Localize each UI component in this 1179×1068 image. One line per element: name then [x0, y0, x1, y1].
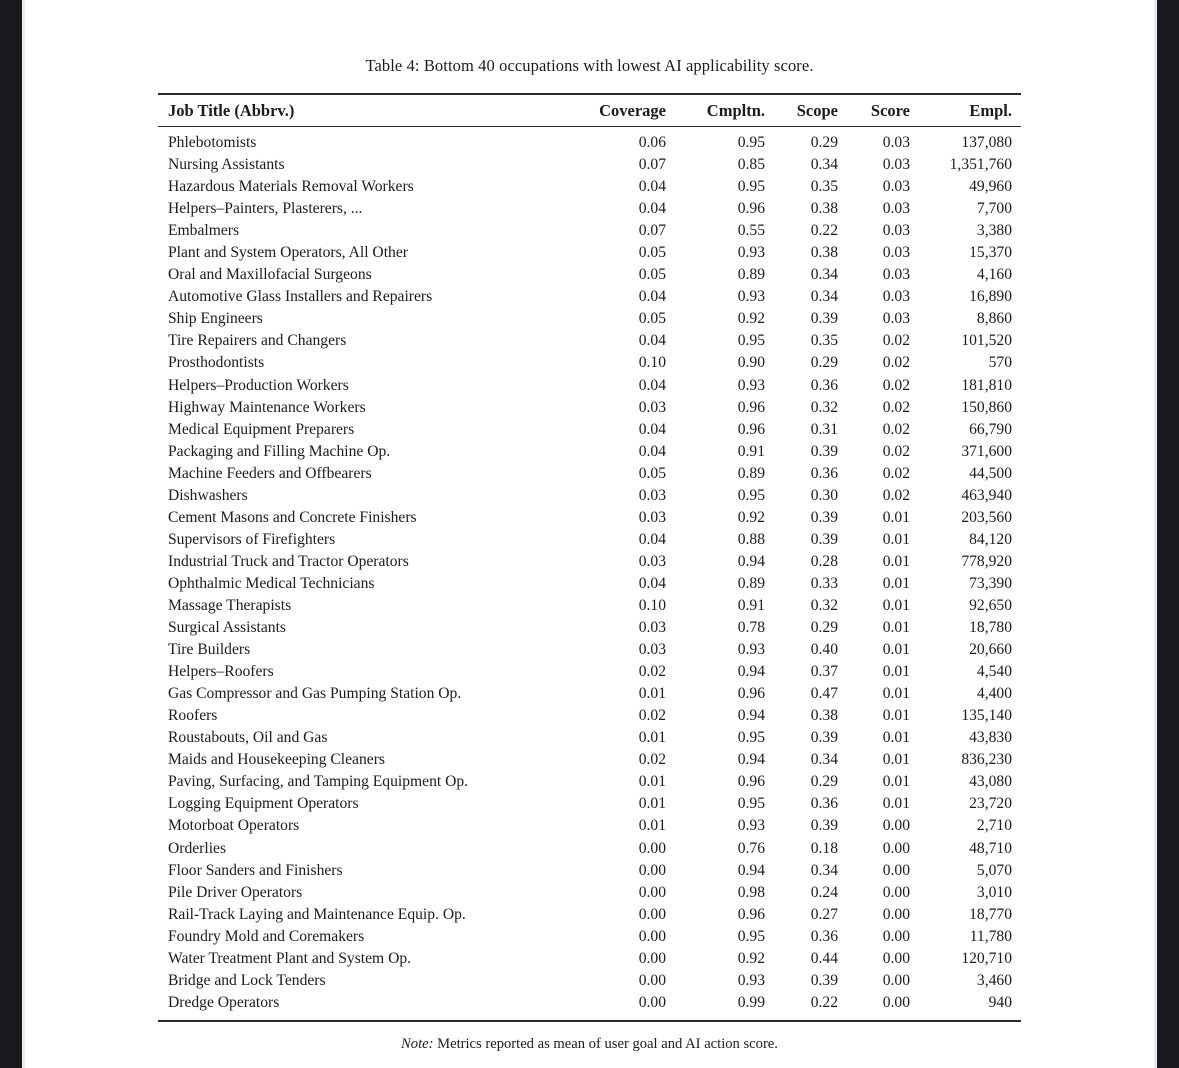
cell-scope: 0.35 — [810, 178, 838, 196]
cell-empl: 371,600 — [961, 442, 1012, 460]
cell-cmpltn: 0.96 — [737, 685, 765, 703]
cell-coverage: 0.02 — [638, 707, 666, 725]
column-header-cmpltn: Cmpltn. — [666, 94, 765, 127]
cell-cmpltn: 0.95 — [737, 178, 765, 196]
cell-empl: 11,780 — [969, 927, 1012, 945]
table-row — [158, 948, 1021, 970]
cell-coverage: 0.02 — [638, 663, 666, 681]
table-row — [158, 860, 1021, 882]
cell-scope: 0.47 — [810, 685, 838, 703]
cell-score: 0.00 — [882, 927, 910, 945]
cell-score: 0.02 — [882, 354, 910, 372]
cell-cmpltn: 0.95 — [737, 332, 765, 350]
cell-score: 0.03 — [882, 288, 910, 306]
cell-job-title: Supervisors of Firefighters — [168, 530, 336, 548]
cell-job-title: Pile Driver Operators — [168, 883, 303, 901]
cell-empl: 463,940 — [961, 486, 1012, 504]
table-row — [158, 375, 1021, 397]
cell-cmpltn: 0.92 — [737, 310, 765, 328]
cell-empl: 570 — [988, 354, 1012, 372]
table-footnote — [25, 1036, 1154, 1053]
cell-empl: 18,780 — [969, 619, 1012, 637]
cell-job-title: Prosthodontists — [168, 354, 265, 372]
cell-empl: 3,460 — [976, 971, 1012, 989]
cell-empl: 20,660 — [969, 641, 1012, 659]
cell-coverage: 0.05 — [638, 464, 666, 482]
cell-scope: 0.36 — [810, 927, 838, 945]
cell-job-title: Roofers — [168, 707, 218, 725]
cell-cmpltn: 0.90 — [737, 354, 765, 372]
column-header-job-title: Job Title (Abbrv.) — [158, 94, 551, 127]
cell-coverage: 0.06 — [638, 134, 666, 151]
table-row — [158, 926, 1021, 948]
cell-job-title: Tire Builders — [168, 641, 251, 659]
cell-score: 0.00 — [882, 905, 910, 923]
cell-empl: 150,860 — [961, 398, 1012, 416]
cell-score: 0.03 — [882, 310, 910, 328]
cell-cmpltn: 0.89 — [737, 464, 765, 482]
cell-score: 0.02 — [882, 486, 910, 504]
cell-scope: 0.37 — [810, 663, 838, 681]
cell-score: 0.00 — [882, 949, 910, 967]
cell-cmpltn: 0.98 — [737, 883, 765, 901]
cell-scope: 0.38 — [810, 707, 838, 725]
cell-scope: 0.22 — [810, 222, 838, 240]
cell-score: 0.01 — [882, 685, 910, 703]
cell-coverage: 0.05 — [638, 266, 666, 284]
table-row — [158, 683, 1021, 705]
cell-coverage: 0.01 — [638, 773, 666, 791]
cell-job-title: Foundry Mold and Coremakers — [168, 927, 365, 945]
cell-score: 0.00 — [882, 861, 910, 879]
cell-empl: 137,080 — [961, 134, 1012, 151]
cell-coverage: 0.03 — [638, 486, 666, 504]
cell-score: 0.00 — [882, 817, 910, 835]
cell-coverage: 0.04 — [638, 574, 666, 592]
cell-scope: 0.34 — [810, 288, 838, 306]
cell-cmpltn: 0.85 — [737, 156, 765, 174]
cell-scope: 0.40 — [810, 641, 838, 659]
cell-score: 0.02 — [882, 376, 910, 394]
footnote-text: Metrics reported as mean of user goal and AI action score. — [433, 1036, 778, 1052]
cell-scope: 0.33 — [810, 574, 838, 592]
cell-job-title: Machine Feeders and Offbearers — [168, 464, 372, 482]
cell-empl: 3,010 — [976, 883, 1012, 901]
cell-empl: 7,700 — [976, 200, 1012, 218]
cell-job-title: Floor Sanders and Finishers — [168, 861, 343, 879]
cell-coverage: 0.00 — [638, 927, 666, 945]
cell-scope: 0.39 — [810, 508, 838, 526]
cell-cmpltn: 0.96 — [737, 200, 765, 218]
cell-scope: 0.38 — [810, 244, 838, 262]
cell-cmpltn: 0.95 — [737, 927, 765, 945]
cell-coverage: 0.04 — [638, 420, 666, 438]
table-body — [158, 127, 1021, 1021]
table-row — [158, 264, 1021, 286]
cell-cmpltn: 0.78 — [737, 619, 765, 637]
cell-job-title: Dredge Operators — [168, 993, 280, 1011]
cell-scope: 0.39 — [810, 530, 838, 548]
cell-scope: 0.34 — [810, 751, 838, 769]
column-header-empl: Empl. — [910, 94, 1021, 127]
cell-scope: 0.35 — [810, 332, 838, 350]
cell-empl: 203,560 — [961, 508, 1012, 526]
cell-job-title: Hazardous Materials Removal Workers — [168, 178, 414, 196]
cell-job-title: Industrial Truck and Tractor Operators — [168, 552, 409, 570]
cell-job-title: Plant and System Operators, All Other — [168, 244, 408, 262]
cell-job-title: Medical Equipment Preparers — [168, 420, 355, 438]
cell-scope: 0.39 — [810, 442, 838, 460]
table-row — [158, 639, 1021, 661]
cell-coverage: 0.03 — [638, 508, 666, 526]
cell-coverage: 0.03 — [638, 398, 666, 416]
table-header-row — [158, 94, 1021, 127]
cell-empl: 18,770 — [969, 905, 1012, 923]
table-row — [158, 154, 1021, 176]
cell-empl: 4,400 — [976, 685, 1012, 703]
cell-coverage: 0.01 — [638, 729, 666, 747]
cell-cmpltn: 0.93 — [737, 971, 765, 989]
cell-scope: 0.32 — [810, 596, 838, 614]
cell-score: 0.01 — [882, 707, 910, 725]
cell-empl: 84,120 — [969, 530, 1012, 548]
cell-score: 0.03 — [882, 244, 910, 262]
cell-coverage: 0.00 — [638, 883, 666, 901]
cell-scope: 0.39 — [810, 729, 838, 747]
cell-empl: 181,810 — [961, 376, 1012, 394]
cell-coverage: 0.01 — [638, 685, 666, 703]
cell-scope: 0.31 — [810, 420, 838, 438]
table-row — [158, 595, 1021, 617]
cell-score: 0.03 — [882, 134, 910, 151]
cell-job-title: Surgical Assistants — [168, 619, 286, 637]
cell-score: 0.00 — [882, 993, 910, 1011]
cell-score: 0.01 — [882, 552, 910, 570]
cell-scope: 0.34 — [810, 861, 838, 879]
cell-job-title: Ship Engineers — [168, 310, 263, 328]
cell-score: 0.03 — [882, 178, 910, 196]
cell-score: 0.03 — [882, 222, 910, 240]
cell-scope: 0.39 — [810, 971, 838, 989]
cell-score: 0.02 — [882, 332, 910, 350]
table-row — [158, 485, 1021, 507]
cell-scope: 0.39 — [810, 817, 838, 835]
cell-coverage: 0.07 — [638, 156, 666, 174]
cell-coverage: 0.00 — [638, 839, 666, 857]
table-row — [158, 176, 1021, 198]
cell-scope: 0.30 — [810, 486, 838, 504]
cell-cmpltn: 0.95 — [737, 729, 765, 747]
table-row — [158, 242, 1021, 264]
cell-score: 0.01 — [882, 530, 910, 548]
cell-cmpltn: 0.88 — [737, 530, 765, 548]
cell-job-title: Logging Equipment Operators — [168, 795, 359, 813]
cell-scope: 0.34 — [810, 266, 838, 284]
cell-empl: 1,351,760 — [949, 156, 1012, 174]
table-row — [158, 661, 1021, 683]
cell-coverage: 0.05 — [638, 244, 666, 262]
cell-score: 0.01 — [882, 795, 910, 813]
cell-cmpltn: 0.94 — [737, 861, 765, 879]
cell-job-title: Cement Masons and Concrete Finishers — [168, 508, 417, 526]
table-row — [158, 904, 1021, 926]
table-row — [158, 838, 1021, 860]
cell-empl: 4,540 — [976, 663, 1012, 681]
cell-scope: 0.24 — [810, 883, 838, 901]
cell-job-title: Dishwashers — [168, 486, 248, 504]
cell-scope: 0.32 — [810, 398, 838, 416]
cell-coverage: 0.00 — [638, 971, 666, 989]
cell-cmpltn: 0.94 — [737, 552, 765, 570]
cell-coverage: 0.10 — [638, 354, 666, 372]
cell-coverage: 0.10 — [638, 596, 666, 614]
cell-cmpltn: 0.96 — [737, 905, 765, 923]
cell-cmpltn: 0.93 — [737, 641, 765, 659]
cell-coverage: 0.04 — [638, 376, 666, 394]
cell-coverage: 0.04 — [638, 200, 666, 218]
cell-job-title: Maids and Housekeeping Cleaners — [168, 751, 385, 769]
table-row — [158, 771, 1021, 793]
cell-score: 0.03 — [882, 266, 910, 284]
cell-scope: 0.28 — [810, 552, 838, 570]
cell-scope: 0.29 — [810, 773, 838, 791]
cell-cmpltn: 0.94 — [737, 663, 765, 681]
table-row — [158, 397, 1021, 419]
cell-cmpltn: 0.95 — [737, 486, 765, 504]
cell-score: 0.01 — [882, 641, 910, 659]
footnote-note-label: Note: — [401, 1036, 434, 1052]
cell-cmpltn: 0.89 — [737, 266, 765, 284]
cell-cmpltn: 0.95 — [737, 795, 765, 813]
cell-coverage: 0.00 — [638, 861, 666, 879]
cell-scope: 0.29 — [810, 619, 838, 637]
table-row — [158, 308, 1021, 330]
cell-empl: 4,160 — [976, 266, 1012, 284]
table-header — [158, 94, 1021, 127]
cell-empl: 48,710 — [969, 839, 1012, 857]
cell-score: 0.02 — [882, 464, 910, 482]
cell-cmpltn: 0.89 — [737, 574, 765, 592]
cell-cmpltn: 0.96 — [737, 773, 765, 791]
cell-coverage: 0.02 — [638, 751, 666, 769]
cell-empl: 3,380 — [976, 222, 1012, 240]
cell-score: 0.02 — [882, 398, 910, 416]
cell-score: 0.03 — [882, 156, 910, 174]
cell-job-title: Helpers–Roofers — [168, 663, 274, 681]
cell-job-title: Rail-Track Laying and Maintenance Equip. Op. — [168, 905, 466, 923]
cell-scope: 0.36 — [810, 795, 838, 813]
cell-job-title: Orderlies — [168, 839, 227, 857]
cell-job-title: Ophthalmic Medical Technicians — [168, 574, 375, 592]
cell-job-title: Gas Compressor and Gas Pumping Station Op. — [168, 685, 462, 703]
cell-coverage: 0.00 — [638, 905, 666, 923]
cell-score: 0.01 — [882, 596, 910, 614]
table-row — [158, 419, 1021, 441]
cell-empl: 5,070 — [976, 861, 1012, 879]
cell-job-title: Automotive Glass Installers and Repairers — [168, 288, 433, 306]
cell-cmpltn: 0.96 — [737, 420, 765, 438]
cell-scope: 0.38 — [810, 200, 838, 218]
cell-score: 0.00 — [882, 883, 910, 901]
cell-job-title: Bridge and Lock Tenders — [168, 971, 326, 989]
cell-coverage: 0.01 — [638, 795, 666, 813]
cell-cmpltn: 0.96 — [737, 398, 765, 416]
cell-scope: 0.18 — [810, 839, 838, 857]
cell-coverage: 0.04 — [638, 332, 666, 350]
cell-cmpltn: 0.99 — [737, 993, 765, 1011]
cell-coverage: 0.04 — [638, 530, 666, 548]
cell-empl: 66,790 — [969, 420, 1012, 438]
cell-scope: 0.36 — [810, 376, 838, 394]
cell-scope: 0.39 — [810, 310, 838, 328]
cell-coverage: 0.03 — [638, 619, 666, 637]
cell-scope: 0.36 — [810, 464, 838, 482]
cell-score: 0.01 — [882, 508, 910, 526]
column-header-score: Score — [838, 94, 910, 127]
cell-coverage: 0.03 — [638, 641, 666, 659]
cell-coverage: 0.01 — [638, 817, 666, 835]
cell-score: 0.00 — [882, 839, 910, 857]
cell-coverage: 0.03 — [638, 552, 666, 570]
table-row — [158, 705, 1021, 727]
cell-job-title: Helpers–Production Workers — [168, 376, 349, 394]
table-row — [158, 127, 1021, 155]
cell-cmpltn: 0.92 — [737, 949, 765, 967]
cell-job-title: Massage Therapists — [168, 596, 292, 614]
table-row — [158, 463, 1021, 485]
cell-job-title: Nursing Assistants — [168, 156, 285, 174]
cell-job-title: Water Treatment Plant and System Op. — [168, 949, 412, 967]
cell-empl: 23,720 — [969, 795, 1012, 813]
table-row — [158, 330, 1021, 352]
cell-job-title: Tire Repairers and Changers — [168, 332, 347, 350]
occupations-table — [158, 93, 1021, 1022]
cell-cmpltn: 0.94 — [737, 707, 765, 725]
cell-coverage: 0.05 — [638, 310, 666, 328]
cell-score: 0.01 — [882, 574, 910, 592]
cell-cmpltn: 0.76 — [737, 839, 765, 857]
left-edge-bar — [0, 0, 25, 1068]
cell-empl: 43,830 — [969, 729, 1012, 747]
cell-cmpltn: 0.92 — [737, 508, 765, 526]
cell-job-title: Phlebotomists — [168, 134, 257, 151]
table-row — [158, 441, 1021, 463]
cell-cmpltn: 0.91 — [737, 442, 765, 460]
cell-cmpltn: 0.95 — [737, 134, 765, 151]
cell-job-title: Roustabouts, Oil and Gas — [168, 729, 328, 747]
cell-cmpltn: 0.93 — [737, 817, 765, 835]
cell-score: 0.01 — [882, 663, 910, 681]
table-row — [158, 352, 1021, 374]
cell-job-title: Helpers–Painters, Plasterers, ... — [168, 200, 363, 218]
cell-cmpltn: 0.93 — [737, 244, 765, 262]
cell-scope: 0.29 — [810, 134, 838, 151]
cell-job-title: Embalmers — [168, 222, 240, 240]
cell-empl: 49,960 — [969, 178, 1012, 196]
right-edge-bar — [1154, 0, 1179, 1068]
cell-empl: 836,230 — [961, 751, 1012, 769]
cell-score: 0.01 — [882, 729, 910, 747]
cell-coverage: 0.04 — [638, 288, 666, 306]
cell-score: 0.01 — [882, 619, 910, 637]
cell-job-title: Oral and Maxillofacial Surgeons — [168, 266, 372, 284]
cell-empl: 120,710 — [961, 949, 1012, 967]
cell-coverage: 0.00 — [638, 993, 666, 1011]
table-caption: Table 4: Bottom 40 occupations with lowest AI applicability score. — [365, 56, 814, 75]
table-row — [158, 220, 1021, 242]
cell-empl: 2,710 — [976, 817, 1012, 835]
cell-score: 0.02 — [882, 442, 910, 460]
cell-job-title: Packaging and Filling Machine Op. — [168, 442, 391, 460]
cell-score: 0.01 — [882, 773, 910, 791]
cell-empl: 15,370 — [969, 244, 1012, 262]
table-row — [158, 815, 1021, 837]
table-row — [158, 882, 1021, 904]
cell-empl: 43,080 — [969, 773, 1012, 791]
cell-coverage: 0.04 — [638, 178, 666, 196]
cell-empl: 16,890 — [969, 288, 1012, 306]
table-row — [158, 198, 1021, 220]
cell-empl: 8,860 — [976, 310, 1012, 328]
cell-job-title: Motorboat Operators — [168, 817, 300, 835]
cell-empl: 73,390 — [969, 574, 1012, 592]
cell-coverage: 0.00 — [638, 949, 666, 967]
cell-scope: 0.29 — [810, 354, 838, 372]
cell-empl: 44,500 — [969, 464, 1012, 482]
cell-score: 0.00 — [882, 971, 910, 989]
table-row — [158, 507, 1021, 529]
table-row — [158, 551, 1021, 573]
cell-scope: 0.44 — [810, 949, 838, 967]
cell-scope: 0.22 — [810, 993, 838, 1011]
cell-score: 0.02 — [882, 420, 910, 438]
table-row — [158, 573, 1021, 595]
cell-job-title: Paving, Surfacing, and Tamping Equipment Op. — [168, 773, 469, 791]
cell-scope: 0.34 — [810, 156, 838, 174]
cell-scope: 0.27 — [810, 905, 838, 923]
cell-score: 0.03 — [882, 200, 910, 218]
cell-job-title: Highway Maintenance Workers — [168, 398, 366, 416]
table-row — [158, 970, 1021, 992]
cell-cmpltn: 0.55 — [737, 222, 765, 240]
cell-cmpltn: 0.94 — [737, 751, 765, 769]
cell-coverage: 0.04 — [638, 442, 666, 460]
occupations-table-container — [158, 93, 1021, 1022]
cell-cmpltn: 0.91 — [737, 596, 765, 614]
cell-cmpltn: 0.93 — [737, 288, 765, 306]
cell-score: 0.01 — [882, 751, 910, 769]
table-row — [158, 529, 1021, 551]
table-row — [158, 286, 1021, 308]
table-row — [158, 793, 1021, 815]
column-header-coverage: Coverage — [551, 94, 666, 127]
column-header-scope: Scope — [765, 94, 838, 127]
table-row — [158, 727, 1021, 749]
cell-coverage: 0.07 — [638, 222, 666, 240]
table-row — [158, 992, 1021, 1021]
table-row — [158, 617, 1021, 639]
cell-empl: 92,650 — [969, 596, 1012, 614]
table-row — [158, 749, 1021, 771]
cell-empl: 940 — [988, 993, 1012, 1011]
cell-empl: 778,920 — [961, 552, 1012, 570]
cell-empl: 101,520 — [961, 332, 1012, 350]
cell-empl: 135,140 — [961, 707, 1012, 725]
cell-cmpltn: 0.93 — [737, 376, 765, 394]
